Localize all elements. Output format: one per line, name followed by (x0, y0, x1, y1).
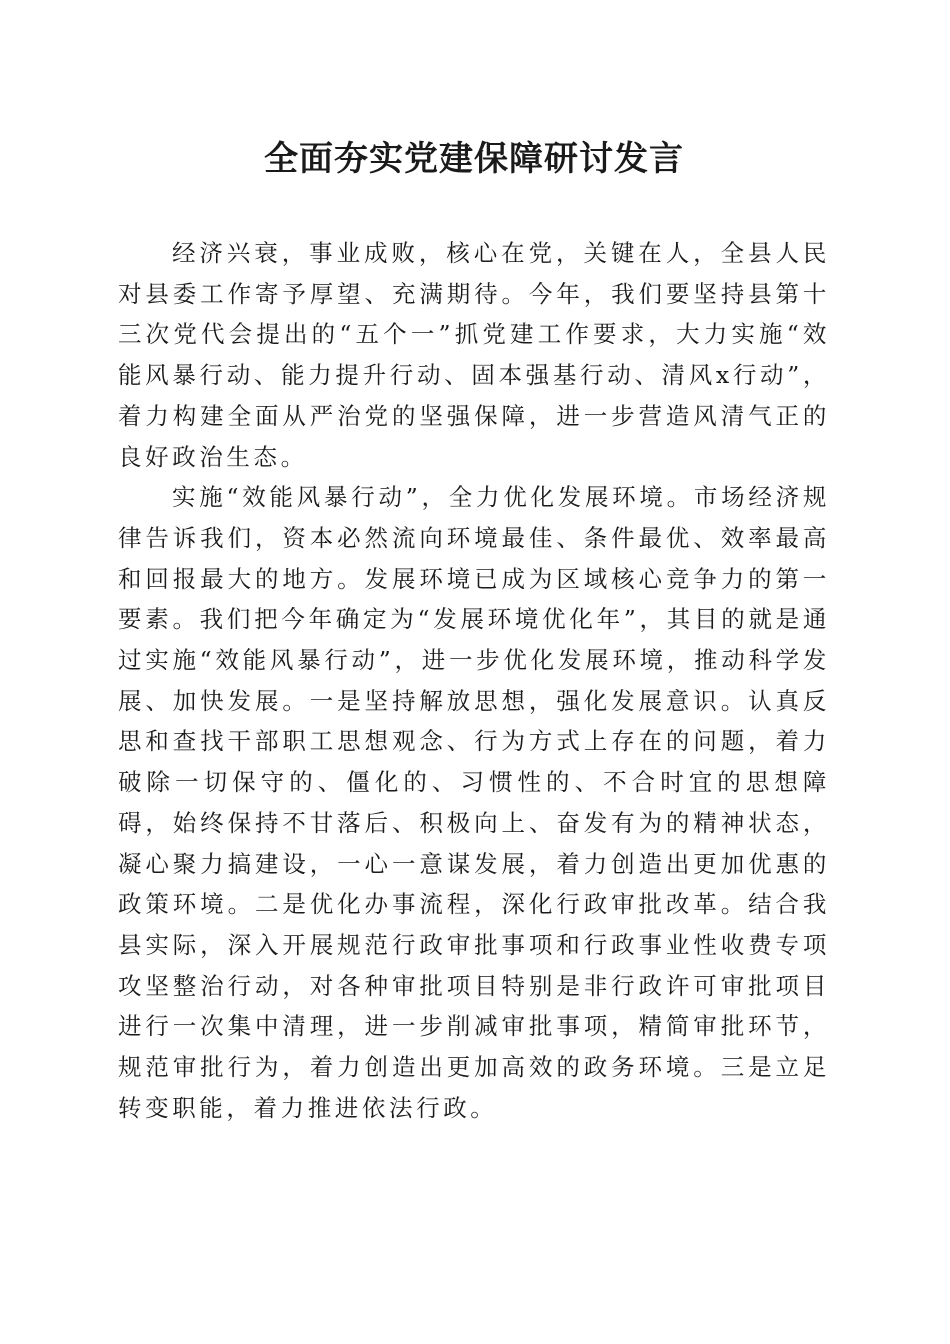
paragraph-efficiency-storm: 实施“效能风暴行动”，全力优化发展环境。市场经济规律告诉我们，资本必然流向环境最佳、条件最优、效率最高和回报最大的地方。发展环境已成为区域核心竞争力的第一要素。我们把今年确定为“发展环境优化年”，其目的就是通过实施“效能风暴行动”，进一步优化发展环境，推动科学发展、加快发展。一是坚持解放思想，强化发展意识。认真反思和查找干部职工思想观念、行为方式上存在的问题，着力破除一切保守的、僵化的、习惯性的、不合时宜的思想障碍，始终保持不甘落后、积极向上、奋发有为的精神状态，凝心聚力搞建设，一心一意谋发展，着力创造出更加优惠的政策环境。二是优化办事流程，深化行政审批改革。结合我县实际，深入开展规范行政审批事项和行政事业性收费专项攻坚整治行动，对各种审批项目特别是非行政许可审批项目进行一次集中清理，进一步削减审批事项，精简审批环节，规范审批行为，着力创造出更加高效的政务环境。三是立足转变职能，着力推进依法行政。 (118, 483, 830, 1122)
paragraph-intro: 经济兴衰，事业成败，核心在党，关键在人，全县人民对县委工作寄予厚望、充满期待。今年，我们要坚持县第十三次党代会提出的“五个一”抓党建工作要求，大力实施“效能风暴行动、能力提升行动、固本强基行动、清风x行动”，着力构建全面从严治党的坚强保障，进一步营造风清气正的良好政治生态。 (118, 239, 830, 471)
document-body (118, 233, 830, 1128)
document-title: 全面夯实党建保障研讨发言 (264, 139, 684, 179)
